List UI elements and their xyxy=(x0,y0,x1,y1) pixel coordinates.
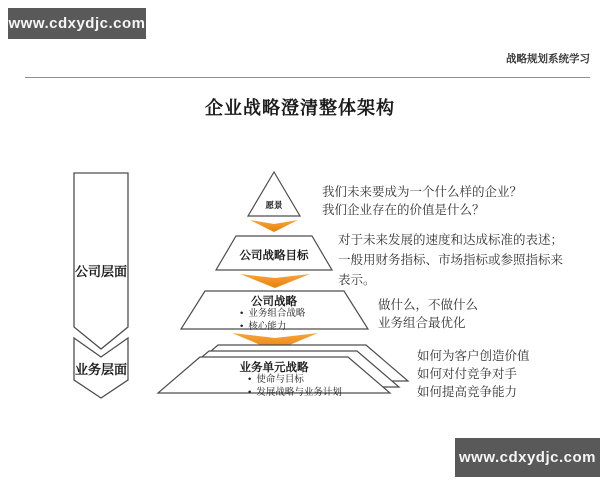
pyramid-vision-label: 愿景 xyxy=(265,200,283,210)
annotation-line: 如何对付竞争对手 xyxy=(417,367,518,381)
down-chevron-icon-2 xyxy=(240,274,310,288)
pyramid-bu-bullets xyxy=(248,374,342,399)
annotation-line: 对于未来发展的速度和达成标准的表述； xyxy=(338,233,564,247)
banner-company-label: 公司层面 xyxy=(74,264,127,279)
annotation-line: 我们未来要成为一个什么样的企业？ xyxy=(322,185,523,199)
annotation-bu xyxy=(417,347,530,401)
watermark-bottom-text: www.cdxydjc.com xyxy=(459,449,596,466)
annotation-line: 我们企业存在的价值是什么？ xyxy=(322,203,485,217)
pyramid-corporate-bullets xyxy=(240,308,305,333)
pyramid-corporate-label: 公司战略 xyxy=(251,296,297,308)
page-title: 企业战略澄清整体架构 xyxy=(205,98,395,118)
annotation-line: 如何提高竞争能力 xyxy=(417,385,518,399)
bullet-item: • 发展战略与业务计划 xyxy=(248,387,342,400)
down-chevron-icon-1 xyxy=(250,220,298,232)
bullet-item: • 使命与目标 xyxy=(248,374,342,387)
watermark-top-text: www.cdxydjc.com xyxy=(8,15,146,32)
watermark-bottom xyxy=(455,438,600,477)
annotation-corporate xyxy=(378,296,478,332)
pyramid-goal-label: 公司战略目标 xyxy=(239,250,309,262)
annotation-line: 如何为客户创造价值 xyxy=(417,349,530,363)
annotation-line: 做什么，不做什么 xyxy=(378,298,479,312)
annotation-vision xyxy=(322,183,522,219)
bullet-item: • 核心能力 xyxy=(240,321,305,334)
annotation-line: 业务组合最优化 xyxy=(378,316,466,330)
annotation-goal xyxy=(338,230,563,290)
annotation-line: 表示。 xyxy=(338,273,376,287)
bullet-item: • 业务组合战略 xyxy=(240,308,305,321)
banner-business-label: 业务层面 xyxy=(74,362,127,377)
annotation-line: 一般用财务指标、市场指标或参照指标来 xyxy=(338,253,564,267)
pyramid-bu-label: 业务单元战略 xyxy=(239,362,309,374)
header-right-label: 战略规划系统学习 xyxy=(506,53,590,65)
